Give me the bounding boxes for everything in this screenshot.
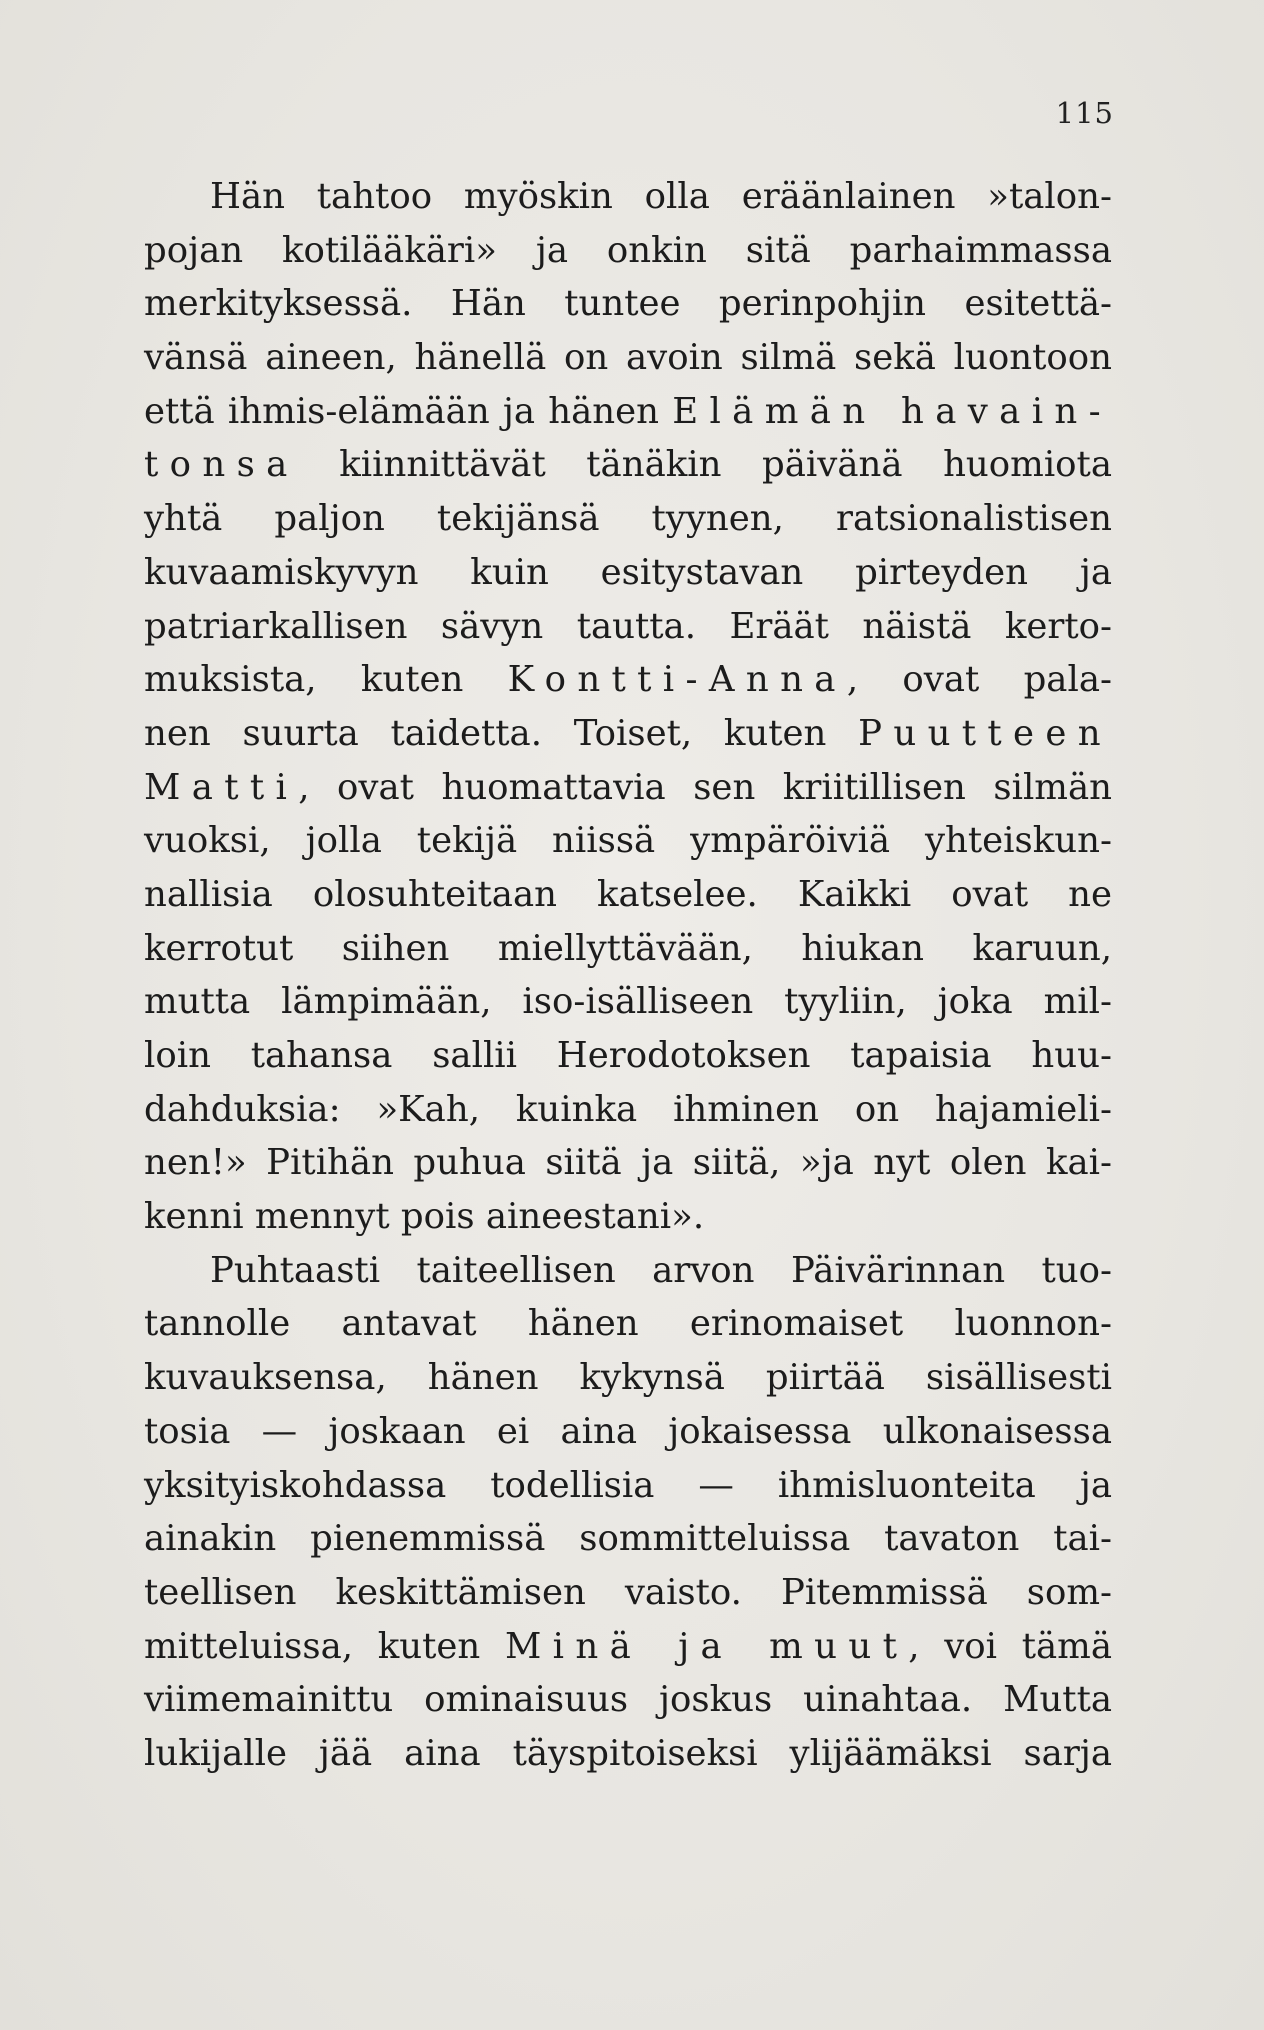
text-line: mitteluissa, kuten Minä ja muut, voi tämä bbox=[144, 1625, 1112, 1667]
text-line: teellisen keskittämisen vaisto. Pitemmissä som- bbox=[144, 1571, 1112, 1613]
text-line: dahduksia: »Kah, kuinka ihminen on hajamieli- bbox=[144, 1088, 1112, 1130]
text-line: kuvaamiskyvyn kuin esitystavan pirteyden ja bbox=[144, 551, 1112, 593]
spaced-title: Puutteen bbox=[858, 712, 1112, 754]
text-line: Hän tahtoo myöskin olla eräänlainen »talon- bbox=[210, 176, 1112, 217]
text-line: nen suurta taidetta. Toiset, kuten Puutteen bbox=[144, 712, 1112, 754]
spaced-title: Elämän havain- bbox=[672, 390, 1112, 432]
text-line: merkityksessä. Hän tuntee perinpohjin esitettä- bbox=[144, 283, 1112, 325]
body-text bbox=[144, 170, 1112, 1781]
text-line: nallisia olosuhteitaan katselee. Kaikki ovat ne bbox=[144, 873, 1112, 915]
spaced-title: tonsa bbox=[144, 444, 299, 486]
spaced-title: Minä ja muut bbox=[504, 1625, 909, 1667]
text-line: muksista, kuten Kontti-Anna, ovat pala- bbox=[144, 659, 1112, 701]
spaced-title: Kontti-Anna bbox=[507, 659, 847, 701]
text-line: tosia — joskaan ei aina jokaisessa ulkonaisessa bbox=[144, 1410, 1112, 1452]
text-line: loin tahansa sallii Herodotoksen tapaisia huu- bbox=[144, 1035, 1112, 1076]
spaced-title: Matti bbox=[144, 766, 299, 808]
text-line: kuvauksensa, hänen kykynsä piirtää sisällisesti bbox=[144, 1357, 1112, 1399]
text-line: Matti, ovat huomattavia sen kriitillisen silmän bbox=[144, 766, 1112, 808]
text-line: viimemainittu ominaisuus joskus uinahtaa. Mutta bbox=[144, 1679, 1112, 1721]
text-line: kerrotut siihen miellyttävään, hiukan karuun, bbox=[144, 927, 1112, 969]
text-line: Puhtaasti taiteellisen arvon Päivärinnan tuo- bbox=[210, 1249, 1112, 1291]
text-line: nen!» Pitihän puhua siitä ja siitä, »ja nyt olen kai- bbox=[144, 1142, 1112, 1184]
text-line: mutta lämpimään, iso-isälliseen tyyliin, joka mil- bbox=[144, 981, 1112, 1023]
text-line: yhtä paljon tekijänsä tyynen, ratsionalistisen bbox=[144, 498, 1112, 540]
text-line: pojan kotilääkäri» ja onkin sitä parhaimmassa bbox=[144, 229, 1112, 271]
text-line: patriarkallisen sävyn tautta. Eräät näistä kerto- bbox=[144, 605, 1112, 647]
text-line: tannolle antavat hänen erinomaiset luonnon- bbox=[144, 1303, 1112, 1345]
text-line: vänsä aineen, hänellä on avoin silmä sekä luontoon bbox=[144, 337, 1112, 379]
page-number: 115 bbox=[1055, 96, 1114, 130]
text-line: vuoksi, jolla tekijä niissä ympäröiviä yhteiskun- bbox=[144, 820, 1112, 862]
text-line: että ihmis-elämään ja hänen Elämän havain- bbox=[144, 390, 1112, 432]
text-line: yksityiskohdassa todellisia — ihmisluonteita ja bbox=[144, 1464, 1112, 1506]
text-line: tonsa kiinnittävät tänäkin päivänä huomiota bbox=[144, 444, 1112, 486]
text-line: kenni mennyt pois aineestani». bbox=[144, 1196, 705, 1238]
text-line: lukijalle jää aina täyspitoiseksi ylijäämäksi sarja bbox=[144, 1732, 1112, 1774]
text-line: ainakin pienemmissä sommitteluissa tavaton tai- bbox=[144, 1518, 1112, 1560]
